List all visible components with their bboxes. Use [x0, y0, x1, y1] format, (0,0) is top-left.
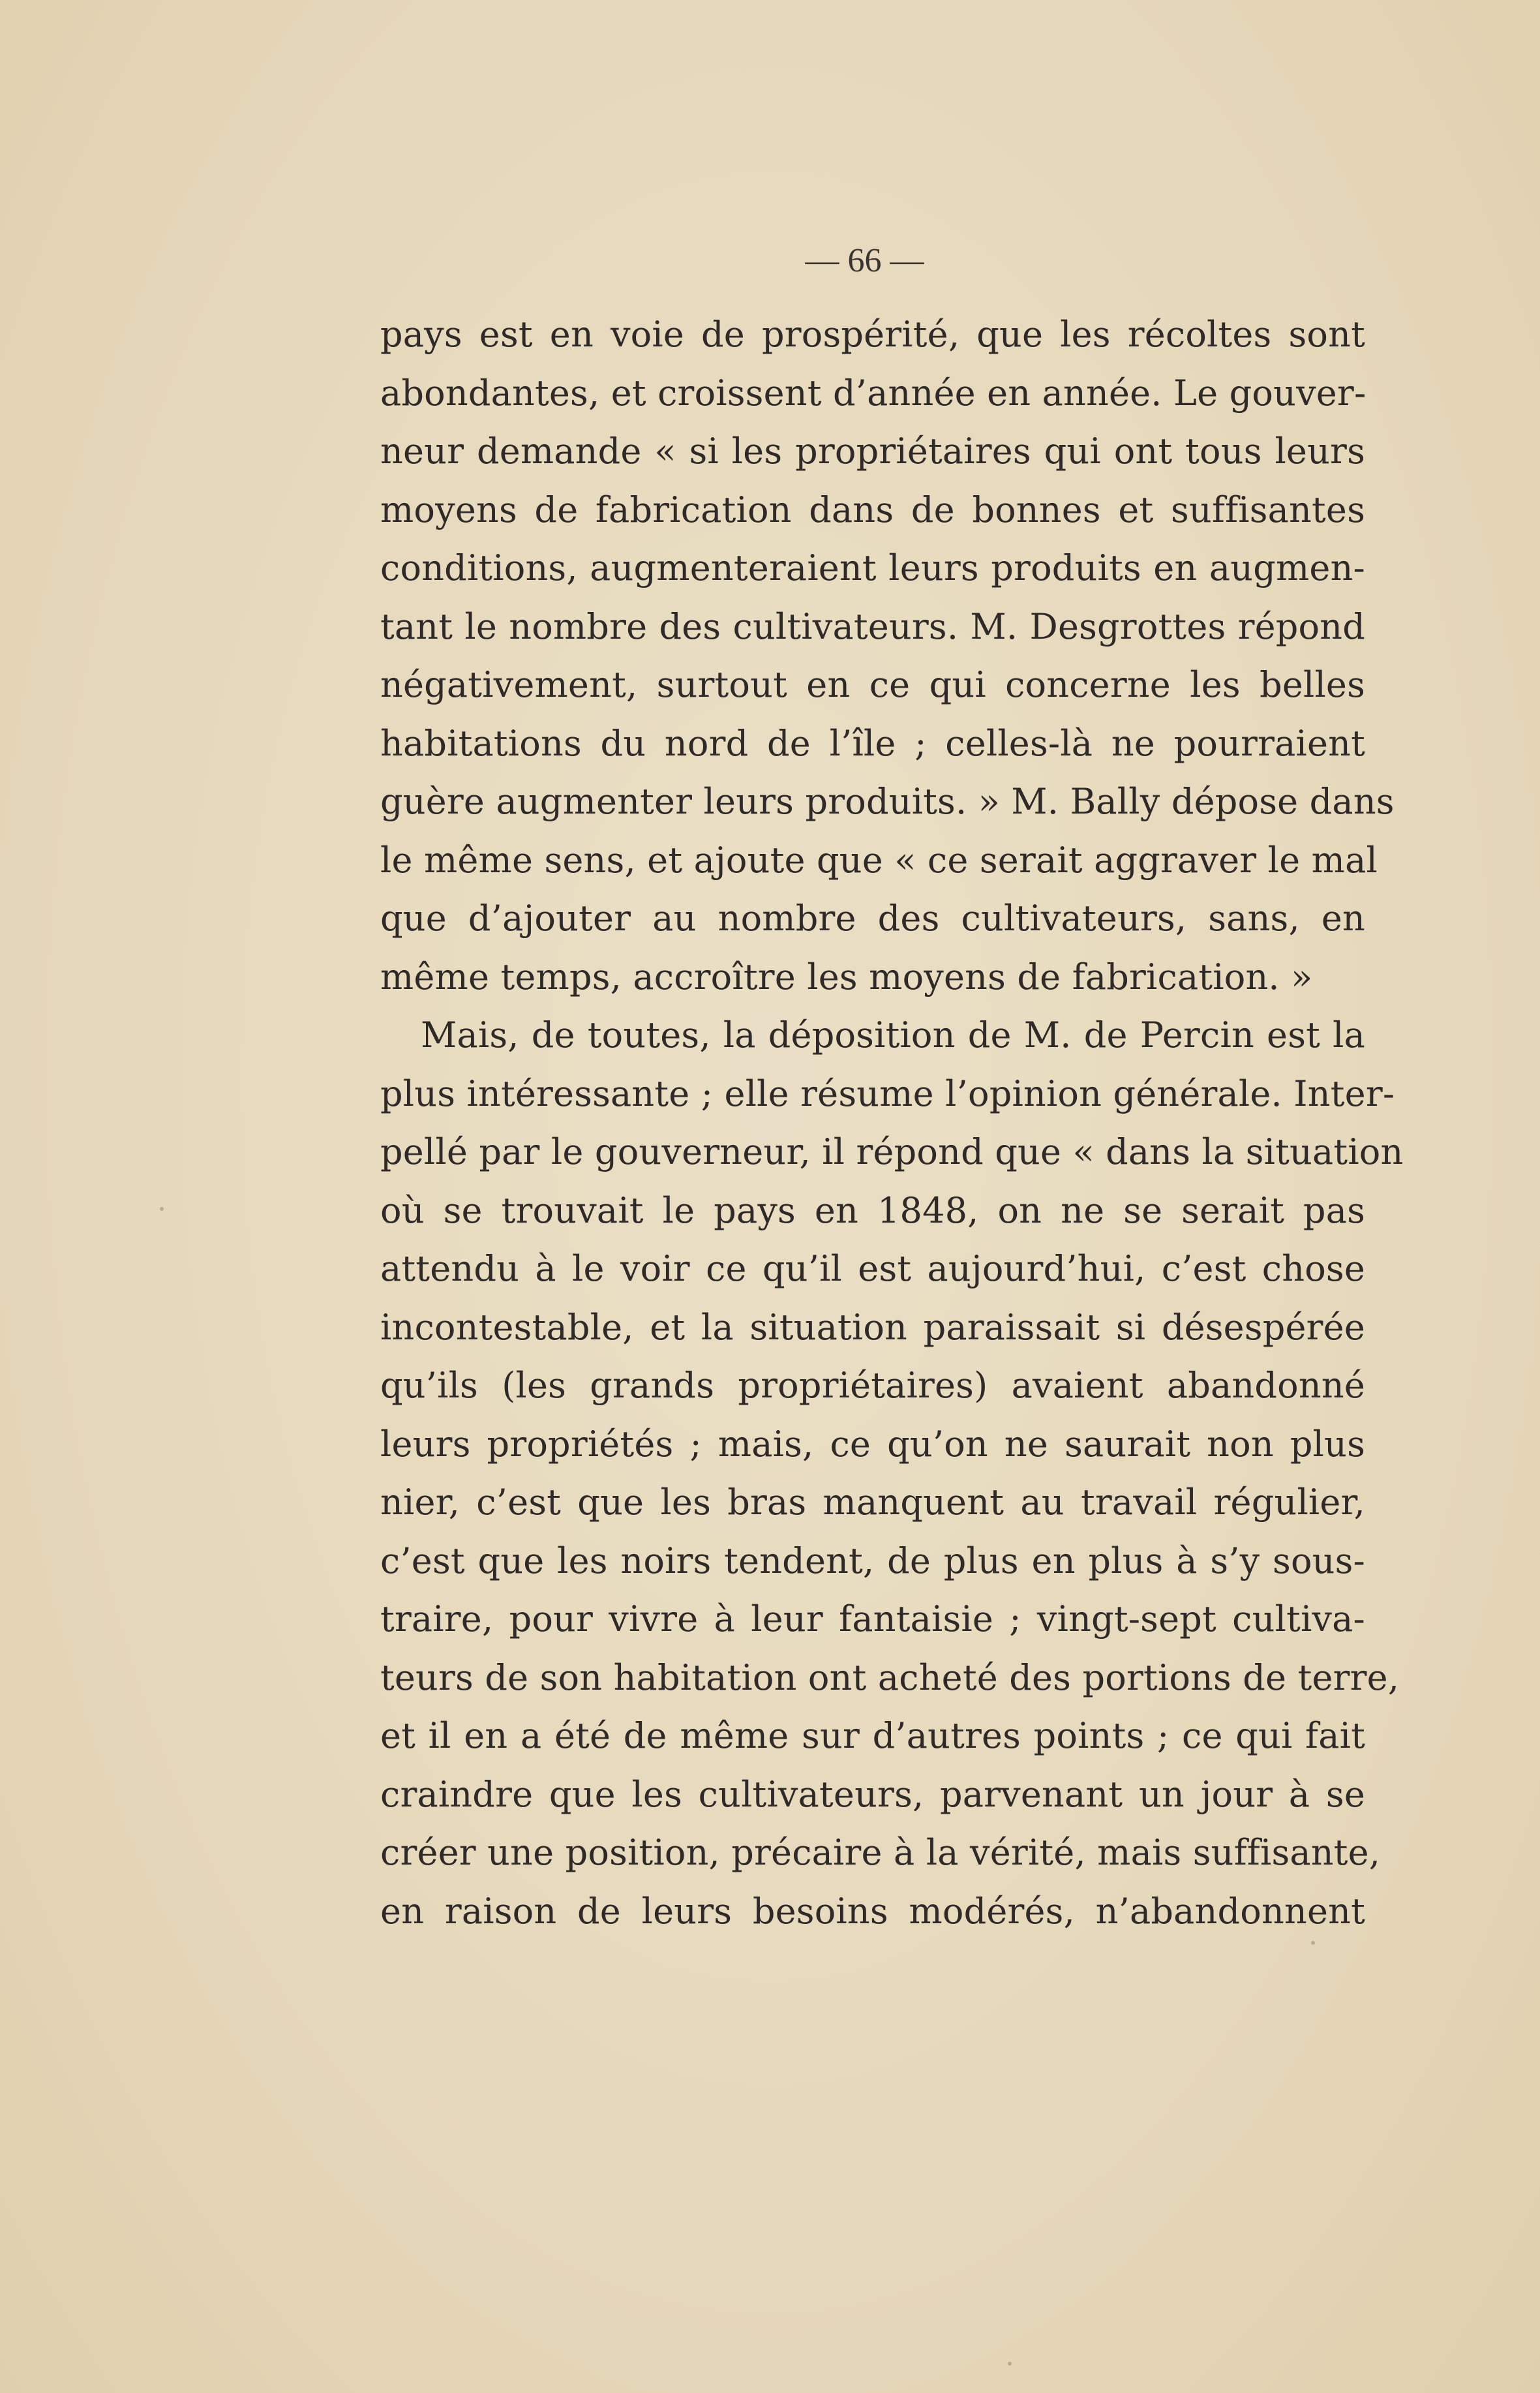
- text-line: négativement, surtout en ce qui concerne les belles: [380, 664, 1365, 705]
- text-line: et il en a été de même sur d’autres points ; ce qui fait: [380, 1715, 1365, 1756]
- text-line: incontestable, et la situation paraissait si désespérée: [380, 1306, 1365, 1348]
- text-line: craindre que les cultivateurs, parvenant un jour à se: [380, 1773, 1365, 1815]
- text-line: abondantes, et croissent d’année en année. Le gouver-: [380, 372, 1366, 414]
- paragraph-end-line: même temps, accroître les moyens de fabrication. »: [380, 956, 1313, 998]
- page-number: — 66 —: [805, 242, 924, 279]
- text-line: leurs propriétés ; mais, ce qu’on ne saurait non plus: [380, 1423, 1365, 1465]
- paper-speck: [1311, 1941, 1315, 1945]
- text-line: guère augmenter leurs produits. » M. Bally dépose dans: [380, 781, 1395, 822]
- text-line: nier, c’est que les bras manquent au travail régulier,: [380, 1482, 1365, 1523]
- text-line: traire, pour vivre à leur fantaisie ; vingt-sept cultiva-: [380, 1598, 1365, 1639]
- text-line: plus intéressante ; elle résume l’opinion générale. Inter-: [380, 1073, 1395, 1114]
- text-line: moyens de fabrication dans de bonnes et suffisantes: [380, 489, 1365, 530]
- text-line: tant le nombre des cultivateurs. M. Desgrottes répond: [380, 605, 1365, 647]
- text-line: neur demande « si les propriétaires qui ont tous leurs: [380, 431, 1365, 472]
- text-line: créer une position, précaire à la vérité, mais suffisante,: [380, 1832, 1381, 1873]
- paragraph-start-line: Mais, de toutes, la déposition de M. de Percin est la: [421, 1014, 1365, 1056]
- text-line: attendu à le voir ce qu’il est aujourd’hui, c’est chose: [380, 1248, 1365, 1289]
- text-line: en raison de leurs besoins modérés, n’abandonnent: [380, 1890, 1365, 1932]
- text-line: le même sens, et ajoute que « ce serait aggraver le mal: [380, 839, 1378, 881]
- text-line: conditions, augmenteraient leurs produits en augmen-: [380, 547, 1365, 588]
- body-text: [380, 305, 1404, 1940]
- text-line: pellé par le gouverneur, il répond que « dans la situation: [380, 1131, 1404, 1172]
- text-line: qu’ils (les grands propriétaires) avaient abandonné: [380, 1365, 1365, 1406]
- paper-speck: [160, 1207, 164, 1211]
- text-line: où se trouvait le pays en 1848, on ne se serait pas: [380, 1189, 1365, 1231]
- text-line: pays est en voie de prospérité, que les récoltes sont: [380, 314, 1365, 355]
- text-line: teurs de son habitation ont acheté des portions de terre,: [380, 1656, 1400, 1698]
- text-line: que d’ajouter au nombre des cultivateurs, sans, en: [380, 898, 1365, 939]
- text-line: c’est que les noirs tendent, de plus en plus à s’y sous-: [380, 1540, 1365, 1581]
- text-line: habitations du nord de l’île ; celles-là ne pourraient: [380, 722, 1365, 764]
- paper-speck: [1008, 2362, 1012, 2366]
